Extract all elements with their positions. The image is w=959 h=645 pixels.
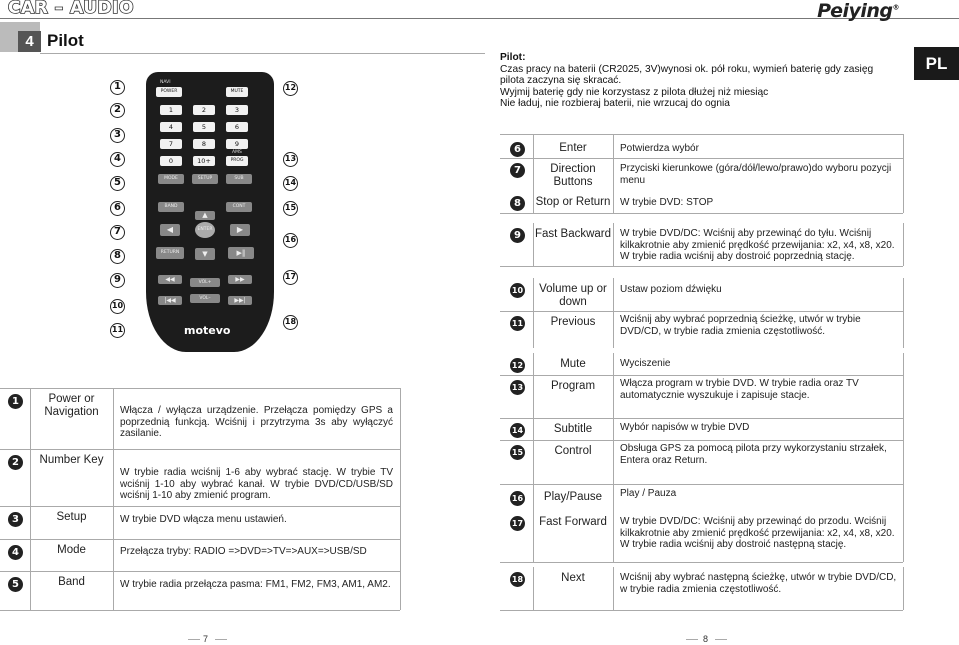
table-column-rule xyxy=(613,191,614,213)
remote-digit-button: 6 xyxy=(226,122,248,132)
table-column-rule xyxy=(903,191,904,213)
remote-callout-badge: 16 xyxy=(283,233,298,248)
footer-rule xyxy=(715,639,727,640)
row-number-badge: 12 xyxy=(510,358,525,373)
remote-enter-button: ENTER xyxy=(195,222,215,238)
row-key-label: Setup xyxy=(56,511,87,523)
table-column-rule xyxy=(903,440,904,484)
row-number-badge: 1 xyxy=(8,394,23,409)
remote-digit-button: 10+ xyxy=(193,156,215,166)
remote-vol-down-button: VOL– xyxy=(190,294,220,303)
table-column-rule xyxy=(613,134,614,158)
remote-callout-badge: 7 xyxy=(110,225,125,240)
row-key-label: Direction Buttons xyxy=(550,163,596,188)
remote-digit-button: 5 xyxy=(193,122,215,132)
remote-right-arrow-icon: ▶ xyxy=(230,224,250,236)
section-title: Pilot xyxy=(47,31,84,50)
remote-band-button: BAND xyxy=(158,202,184,212)
row-number-badge: 14 xyxy=(510,423,525,438)
pilot-note-line: Wyjmij baterię gdy nie korzystasz z pilota dłużej niż miesiąc xyxy=(500,86,769,98)
table-rule xyxy=(500,562,903,563)
remote-digit-button: 7 xyxy=(160,139,182,149)
row-description: W trybie radia przełącza pasma: FM1, FM2, FM3, AM1, AM2. xyxy=(120,579,391,590)
row-key-label: Previous xyxy=(550,316,596,328)
remote-power-button: POWER xyxy=(156,87,182,97)
left-page-number: 7 xyxy=(203,634,209,644)
table-rule xyxy=(0,388,400,389)
row-key-label: Program xyxy=(550,380,596,392)
row-description: Wciśnij aby wybrać następną ścieżkę, utwór w trybie DVD/CD, w trybie radia zmienia częstotliwość. xyxy=(620,572,897,595)
table-rule xyxy=(0,571,400,572)
row-key-label: Number Key xyxy=(39,454,104,466)
row-description: W trybie DVD/DC: Wciśnij aby przewinąć do przodu. Wciśnij kilkakrotnie aby zmienić prędkość przewijania: x2, x4, x8, x20. W trybie radia wciśnij aby dostroić następną stację. xyxy=(620,516,895,550)
footer-rule xyxy=(188,639,200,640)
table-rule xyxy=(500,440,903,441)
remote-vol-up-button: VOL+ xyxy=(190,278,220,287)
row-key-label: Volume up or down xyxy=(539,283,607,308)
row-number-badge: 5 xyxy=(8,577,23,592)
pilot-note-heading: Pilot: xyxy=(500,52,526,63)
remote-mute-button: MUTE xyxy=(226,87,248,97)
row-key-label: Mute xyxy=(560,358,586,370)
row-number-badge: 9 xyxy=(510,228,525,243)
row-key-label: Play/Pause xyxy=(543,491,603,503)
remote-callout-badge: 2 xyxy=(110,103,125,118)
row-key-label: Fast Backward xyxy=(534,228,612,240)
row-description: W trybie DVD: STOP xyxy=(620,197,714,208)
row-key-label: Stop or Return xyxy=(535,196,611,208)
row-key-label: Enter xyxy=(559,142,587,154)
row-number-badge: 17 xyxy=(510,516,525,531)
row-description: Obsługa GPS za pomocą pilota przy wykorzystaniu strzałek, Entera oraz Return. xyxy=(620,443,887,466)
right-page-number: 8 xyxy=(703,634,709,644)
row-key-label: Subtitle xyxy=(553,423,593,435)
remote-play-pause-icon: ▶‖ xyxy=(228,247,254,259)
table-rule xyxy=(500,134,903,135)
table-column-rule xyxy=(113,388,114,610)
table-rule xyxy=(500,266,903,267)
remote-left-arrow-icon: ◀ xyxy=(160,224,180,236)
table-rule xyxy=(500,158,903,159)
table-column-rule xyxy=(613,311,614,348)
table-column-rule xyxy=(903,158,904,191)
row-key-label: Mode xyxy=(57,544,86,556)
footer-rule xyxy=(686,639,698,640)
table-column-rule xyxy=(903,311,904,348)
row-description: Play / Pauza xyxy=(620,488,677,499)
pilot-note-line: Czas pracy na baterii (CR2025, 3V)wynosi ok. pół roku, wymień baterię gdy zasięg pilota zaczyna się skracać. xyxy=(500,63,874,86)
row-description: Wybór napisów w trybie DVD xyxy=(620,422,750,433)
row-number-badge: 7 xyxy=(510,163,525,178)
remote-label-ams: AMS xyxy=(232,150,242,155)
remote-brand-logo: motevo xyxy=(184,324,231,337)
remote-callout-badge: 9 xyxy=(110,273,125,288)
table-column-rule xyxy=(903,353,904,375)
remote-illustration xyxy=(146,72,274,352)
table-column-rule xyxy=(903,484,904,511)
remote-callout-badge: 10 xyxy=(110,299,125,314)
remote-callout-badge: 15 xyxy=(283,201,298,216)
row-description: Potwierdza wybór xyxy=(620,143,699,154)
remote-digit-button: 3 xyxy=(226,105,248,115)
remote-callout-badge: 12 xyxy=(283,81,298,96)
remote-digit-button: 8 xyxy=(193,139,215,149)
row-number-badge: 13 xyxy=(510,380,525,395)
table-column-rule xyxy=(613,353,614,375)
table-rule xyxy=(500,610,903,611)
row-description: W trybie radia wciśnij 1-6 aby wybrać stację. W trybie TV wciśnij 1-10 aby wybrać kanał. W trybie DVD/CD/USB/SD wciśnij 1-10 aby zmienić program. xyxy=(120,467,393,501)
row-number-badge: 15 xyxy=(510,445,525,460)
row-description: Przyciski kierunkowe (góra/dół/lewo/prawo)do wyboru pozycji menu xyxy=(620,163,892,186)
row-number-badge: 10 xyxy=(510,283,525,298)
row-number-badge: 6 xyxy=(510,142,525,157)
remote-callout-badge: 6 xyxy=(110,201,125,216)
row-key-label: Control xyxy=(554,445,592,457)
remote-callout-badge: 5 xyxy=(110,176,125,191)
table-column-rule xyxy=(903,567,904,610)
row-description: Ustaw poziom dźwięku xyxy=(620,284,722,295)
table-rule xyxy=(0,610,400,611)
row-key-label: Band xyxy=(58,576,85,588)
row-number-badge: 16 xyxy=(510,491,525,506)
remote-digit-button: 2 xyxy=(193,105,215,115)
remote-callout-badge: 3 xyxy=(110,128,125,143)
section-divider xyxy=(40,53,485,54)
remote-callout-badge: 11 xyxy=(110,323,125,338)
table-column-rule xyxy=(613,440,614,484)
table-column-rule xyxy=(613,418,614,440)
table-column-rule xyxy=(903,134,904,158)
remote-digit-button: 9 xyxy=(226,139,248,149)
language-badge: PL xyxy=(914,47,959,80)
row-key-label: Power or Navigation xyxy=(44,393,99,418)
table-column-rule xyxy=(613,375,614,418)
table-column-rule xyxy=(903,511,904,562)
pilot-note-line: Nie ładuj, nie rozbieraj baterii, nie wrzucaj do ognia xyxy=(500,98,730,109)
table-column-rule xyxy=(903,375,904,418)
table-rule xyxy=(0,449,400,450)
row-description: W trybie DVD włącza menu ustawień. xyxy=(120,514,287,525)
remote-mode-button: MODE xyxy=(158,174,184,184)
row-description: Przełącza tryby: RADIO =>DVD=>TV=>AUX=>USB/SD xyxy=(120,546,367,557)
remote-up-arrow-icon: ▲ xyxy=(195,211,215,220)
header-title: CAR – AUDIO xyxy=(8,0,134,18)
remote-down-arrow-icon: ▼ xyxy=(195,248,215,260)
row-number-badge: 8 xyxy=(510,196,525,211)
table-rule xyxy=(0,539,400,540)
table-column-rule xyxy=(903,278,904,311)
footer-rule xyxy=(215,639,227,640)
table-rule xyxy=(500,484,903,485)
remote-cont-button: CONT xyxy=(226,202,252,212)
table-rule xyxy=(500,418,903,419)
table-column-rule xyxy=(613,484,614,511)
remote-fast-forward-icon: ▶▶ xyxy=(228,275,252,284)
row-description: Włącza program w trybie DVD. W trybie radia oraz TV automatycznie wyszukuje i zapisuje stacje. xyxy=(620,378,859,401)
remote-fast-backward-icon: ◀◀ xyxy=(158,275,182,284)
table-column-rule xyxy=(400,388,401,610)
remote-previous-icon: |◀◀ xyxy=(158,296,182,305)
remote-callout-badge: 13 xyxy=(283,152,298,167)
remote-callout-badge: 4 xyxy=(110,152,125,167)
table-column-rule xyxy=(613,567,614,610)
remote-digit-button: 0 xyxy=(160,156,182,166)
remote-callout-badge: 8 xyxy=(110,249,125,264)
row-number-badge: 4 xyxy=(8,545,23,560)
remote-callout-badge: 14 xyxy=(283,176,298,191)
remote-callout-badge: 17 xyxy=(283,270,298,285)
table-rule xyxy=(0,506,400,507)
row-description: Wyciszenie xyxy=(620,358,671,369)
table-column-rule xyxy=(903,418,904,440)
remote-callout-badge: 1 xyxy=(110,80,125,95)
table-column-rule xyxy=(613,223,614,266)
table-rule xyxy=(500,375,903,376)
table-column-rule xyxy=(613,511,614,562)
row-description: Włącza / wyłącza urządzenie. Przełącza pomiędzy GPS a poprzednią funkcją. Wciśnij i przytrzyma 3s aby wyłączyć zasilanie. xyxy=(120,405,393,439)
row-number-badge: 3 xyxy=(8,512,23,527)
row-description: Wciśnij aby wybrać poprzednią ścieżkę, utwór w trybie DVD/CD, w trybie radia zmienia częstotliwość. xyxy=(620,314,861,337)
row-description: W trybie DVD/DC: Wciśnij aby przewinąć do tyłu. Wciśnij kilkakrotnie aby zmienić prędkość przewijania: x2, x4, x8, x20. W trybie radia wciśnij aby dostroić poprzednią stację. xyxy=(620,228,895,262)
row-number-badge: 18 xyxy=(510,572,525,587)
remote-prog-button: PROG xyxy=(226,156,248,166)
remote-digit-button: 1 xyxy=(160,105,182,115)
remote-sub-button: SUB xyxy=(226,174,252,184)
row-key-label: Fast Forward xyxy=(539,516,607,528)
row-key-label: Next xyxy=(561,572,585,584)
remote-return-button: RETURN xyxy=(156,247,184,259)
remote-label-navi: NAVI xyxy=(160,80,171,85)
header-divider xyxy=(0,18,959,19)
brand-logo: Peiying® xyxy=(817,0,899,22)
pilot-note xyxy=(500,52,895,110)
remote-callout-badge: 18 xyxy=(283,315,298,330)
table-rule xyxy=(500,311,903,312)
remote-digit-button: 4 xyxy=(160,122,182,132)
table-column-rule xyxy=(903,223,904,266)
table-column-rule xyxy=(613,278,614,311)
section-number: 4 xyxy=(18,31,41,52)
row-number-badge: 11 xyxy=(510,316,525,331)
table-column-rule xyxy=(613,158,614,191)
table-rule xyxy=(500,213,903,214)
row-number-badge: 2 xyxy=(8,455,23,470)
remote-next-icon: ▶▶| xyxy=(228,296,252,305)
remote-setup-button: SETUP xyxy=(192,174,218,184)
